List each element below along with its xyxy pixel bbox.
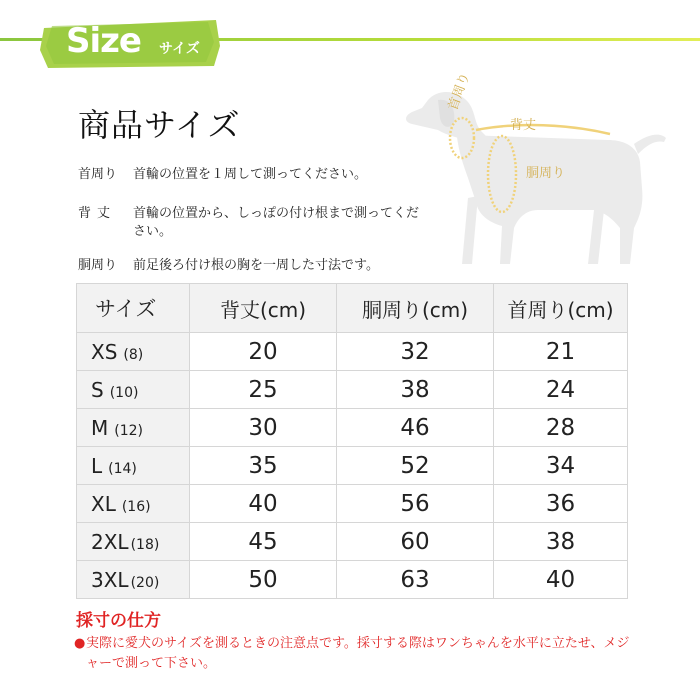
- size-label: XS: [91, 339, 118, 364]
- size-cell: [77, 447, 190, 485]
- diagram-chest-label: 胴周り: [526, 166, 566, 181]
- dog-measure-diagram: [398, 70, 668, 278]
- size-table-header-row: [77, 284, 628, 333]
- header-neck: 首周り(cm): [494, 284, 628, 333]
- size-cell: [77, 409, 190, 447]
- chest-cell: 32: [337, 333, 494, 371]
- page-title: 商品サイズ: [78, 106, 241, 144]
- banner-sub-text: サイズ: [159, 41, 200, 57]
- header-back: 背丈(cm): [190, 284, 337, 333]
- diagram-neck-label: 首周り: [445, 70, 474, 113]
- back-cell: 50: [190, 561, 337, 599]
- size-banner: [38, 16, 222, 70]
- back-cell: 45: [190, 523, 337, 561]
- desc-back: [78, 205, 438, 243]
- desc-back-text: 首輪の位置から、しっぽの付け根まで測ってください。: [133, 206, 420, 239]
- size-label: 2XL: [91, 529, 129, 554]
- chest-cell: 46: [337, 409, 494, 447]
- chest-cell: 56: [337, 485, 494, 523]
- back-cell: 40: [190, 485, 337, 523]
- size-cell: [77, 523, 190, 561]
- desc-neck-label: 首周り: [78, 167, 118, 182]
- table-row: [77, 561, 628, 599]
- size-label: M: [91, 415, 109, 440]
- method-note-text: 実際に愛犬のサイズを測るときの注意点です。採寸する際はワンちゃんを水平に立たせ、メジャーで測って下さい。: [86, 636, 630, 671]
- table-row: [77, 333, 628, 371]
- header-size: サイズ: [77, 284, 190, 333]
- banner-main-text: Size: [66, 21, 141, 61]
- neck-cell: 34: [494, 447, 628, 485]
- neck-cell: 40: [494, 561, 628, 599]
- back-cell: 25: [190, 371, 337, 409]
- table-row: [77, 409, 628, 447]
- table-row: [77, 523, 628, 561]
- neck-cell: 38: [494, 523, 628, 561]
- table-row: [77, 447, 628, 485]
- back-cell: 20: [190, 333, 337, 371]
- size-table: [76, 283, 628, 599]
- size-number: (14): [108, 460, 137, 477]
- bullet-icon: ●: [74, 636, 86, 651]
- table-row: [77, 371, 628, 409]
- back-cell: 35: [190, 447, 337, 485]
- header-chest: 胴周り(cm): [337, 284, 494, 333]
- chest-cell: 63: [337, 561, 494, 599]
- neck-cell: 28: [494, 409, 628, 447]
- chest-cell: 60: [337, 523, 494, 561]
- table-row: [77, 485, 628, 523]
- size-cell: [77, 333, 190, 371]
- desc-chest: [78, 257, 418, 277]
- size-cell: [77, 485, 190, 523]
- size-number: (16): [121, 498, 151, 515]
- size-label: L: [91, 453, 103, 478]
- desc-neck-text: 首輪の位置を１周して測ってください。: [133, 167, 368, 182]
- back-cell: 30: [190, 409, 337, 447]
- desc-chest-label: 胴周り: [78, 258, 118, 273]
- size-number: (18): [130, 536, 160, 553]
- desc-neck: [78, 166, 398, 186]
- chest-cell: 52: [337, 447, 494, 485]
- chest-cell: 38: [337, 371, 494, 409]
- size-label: S: [91, 377, 104, 402]
- neck-cell: 24: [494, 371, 628, 409]
- size-cell: [77, 371, 190, 409]
- neck-cell: 36: [494, 485, 628, 523]
- size-number: (10): [109, 384, 139, 401]
- desc-back-label: 背丈: [78, 206, 117, 221]
- size-cell: [77, 561, 190, 599]
- size-number: (12): [114, 422, 144, 439]
- size-number: (20): [130, 574, 160, 591]
- size-number: (8): [123, 346, 144, 363]
- neck-cell: 21: [494, 333, 628, 371]
- diagram-back-label: 背丈: [510, 118, 537, 133]
- desc-chest-text: 前足後ろ付け根の胸を一周した寸法です。: [133, 258, 379, 273]
- method-title: 採寸の仕方: [76, 611, 161, 631]
- size-label: 3XL: [91, 567, 129, 592]
- size-label: XL: [91, 491, 116, 516]
